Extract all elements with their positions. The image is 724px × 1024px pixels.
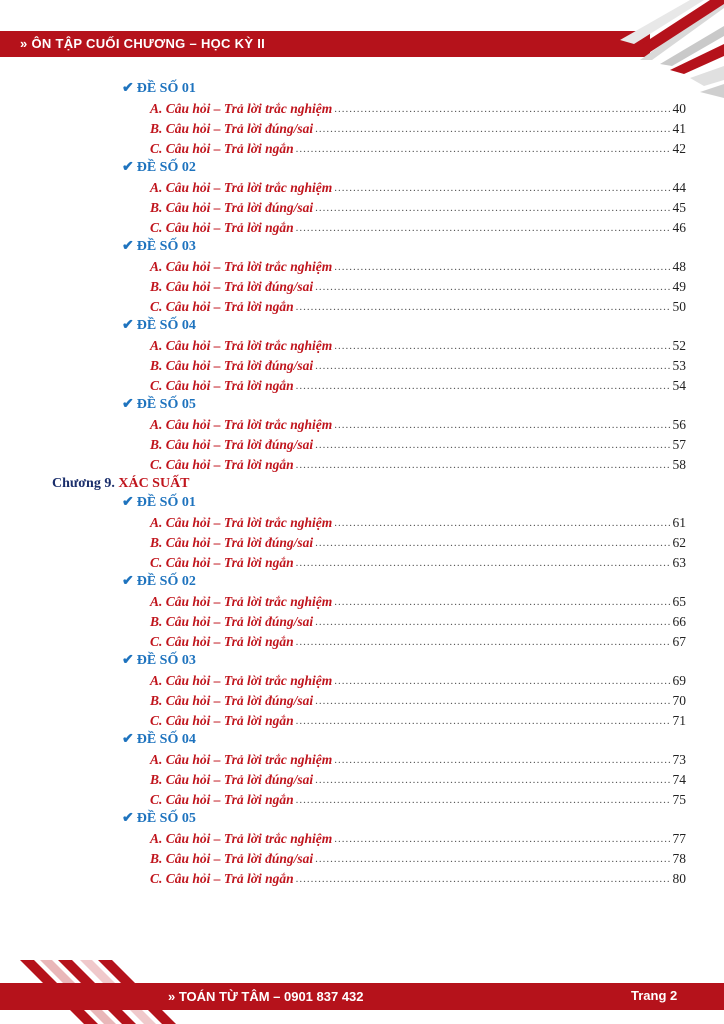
toc-entry[interactable]: C. Câu hỏi – Trả lời ngắn ..... 80 — [150, 869, 686, 889]
toc-entry[interactable]: A. Câu hỏi – Trả lời trắc nghiệm ..... 44 — [150, 178, 686, 198]
exam-heading[interactable]: ✔ ĐỀ SỐ 01 — [122, 495, 196, 510]
header-title: » ÔN TẬP CUỐI CHƯƠNG – HỌC KỲ II — [20, 36, 266, 51]
toc-entry[interactable]: A. Câu hỏi – Trả lời trắc nghiệm ..... 61 — [150, 513, 686, 533]
toc-entry[interactable]: B. Câu hỏi – Trả lời đúng/sai ..... 62 — [150, 533, 686, 553]
toc-entry[interactable]: A. Câu hỏi – Trả lời trắc nghiệm ..... 52 — [150, 336, 686, 356]
check-icon: ✔ — [122, 732, 134, 747]
toc-entry[interactable]: C. Câu hỏi – Trả lời ngắn ..... 42 — [150, 139, 686, 159]
exam-heading[interactable]: ✔ ĐỀ SỐ 05 — [122, 811, 196, 826]
page-number: Trang 2 — [631, 988, 678, 1003]
exam-heading[interactable]: ✔ ĐỀ SỐ 02 — [122, 574, 196, 589]
toc-entry[interactable]: B. Câu hỏi – Trả lời đúng/sai ..... 41 — [150, 119, 686, 139]
check-icon: ✔ — [122, 653, 134, 668]
check-icon: ✔ — [122, 574, 134, 589]
toc-entry[interactable]: C. Câu hỏi – Trả lời ngắn ..... 58 — [150, 455, 686, 475]
toc-entry[interactable]: C. Câu hỏi – Trả lời ngắn ..... 75 — [150, 790, 686, 810]
header-stripes-decoration — [600, 0, 724, 100]
chapter-heading[interactable]: Chương 9. XÁC SUẤT — [52, 476, 190, 491]
toc-entry[interactable]: C. Câu hỏi – Trả lời ngắn ..... 50 — [150, 297, 686, 317]
toc-entry[interactable]: B. Câu hỏi – Trả lời đúng/sai ..... 49 — [150, 277, 686, 297]
check-icon: ✔ — [122, 495, 134, 510]
check-icon: ✔ — [122, 160, 134, 175]
toc-entry[interactable]: A. Câu hỏi – Trả lời trắc nghiệm ..... 56 — [150, 415, 686, 435]
toc-entry[interactable]: B. Câu hỏi – Trả lời đúng/sai ..... 78 — [150, 849, 686, 869]
exam-heading[interactable]: ✔ ĐỀ SỐ 01 — [122, 81, 196, 96]
toc-entry[interactable]: B. Câu hỏi – Trả lời đúng/sai ..... 53 — [150, 356, 686, 376]
exam-heading[interactable]: ✔ ĐỀ SỐ 03 — [122, 653, 196, 668]
check-icon: ✔ — [122, 397, 134, 412]
check-icon: ✔ — [122, 239, 134, 254]
header-bar — [0, 31, 650, 57]
toc-entry[interactable]: B. Câu hỏi – Trả lời đúng/sai ..... 57 — [150, 435, 686, 455]
exam-heading[interactable]: ✔ ĐỀ SỐ 03 — [122, 239, 196, 254]
exam-heading[interactable]: ✔ ĐỀ SỐ 04 — [122, 732, 196, 747]
toc-entry[interactable]: A. Câu hỏi – Trả lời trắc nghiệm ..... 48 — [150, 257, 686, 277]
check-icon: ✔ — [122, 811, 134, 826]
toc-entry[interactable]: A. Câu hỏi – Trả lời trắc nghiệm ..... 40 — [150, 99, 686, 119]
toc-entry[interactable]: C. Câu hỏi – Trả lời ngắn ..... 63 — [150, 553, 686, 573]
toc-entry[interactable]: C. Câu hỏi – Trả lời ngắn ..... 54 — [150, 376, 686, 396]
toc-entry[interactable]: A. Câu hỏi – Trả lời trắc nghiệm ..... 65 — [150, 592, 686, 612]
toc-entry[interactable]: B. Câu hỏi – Trả lời đúng/sai ..... 70 — [150, 691, 686, 711]
toc-entry[interactable]: B. Câu hỏi – Trả lời đúng/sai ..... 45 — [150, 198, 686, 218]
check-icon: ✔ — [122, 318, 134, 333]
toc-entry[interactable]: B. Câu hỏi – Trả lời đúng/sai ..... 74 — [150, 770, 686, 790]
footer-author: » TOÁN TỪ TÂM – 0901 837 432 — [168, 989, 364, 1004]
toc-entry[interactable]: A. Câu hỏi – Trả lời trắc nghiệm ..... 73 — [150, 750, 686, 770]
exam-heading[interactable]: ✔ ĐỀ SỐ 02 — [122, 160, 196, 175]
exam-heading[interactable]: ✔ ĐỀ SỐ 05 — [122, 397, 196, 412]
exam-heading[interactable]: ✔ ĐỀ SỐ 04 — [122, 318, 196, 333]
toc-entry[interactable]: A. Câu hỏi – Trả lời trắc nghiệm ..... 77 — [150, 829, 686, 849]
toc-entry[interactable]: C. Câu hỏi – Trả lời ngắn ..... 67 — [150, 632, 686, 652]
toc-entry[interactable]: A. Câu hỏi – Trả lời trắc nghiệm ..... 69 — [150, 671, 686, 691]
toc-entry[interactable]: C. Câu hỏi – Trả lời ngắn ..... 71 — [150, 711, 686, 731]
toc-entry[interactable]: C. Câu hỏi – Trả lời ngắn ..... 46 — [150, 218, 686, 238]
check-icon: ✔ — [122, 81, 134, 96]
toc-entry[interactable]: B. Câu hỏi – Trả lời đúng/sai ..... 66 — [150, 612, 686, 632]
